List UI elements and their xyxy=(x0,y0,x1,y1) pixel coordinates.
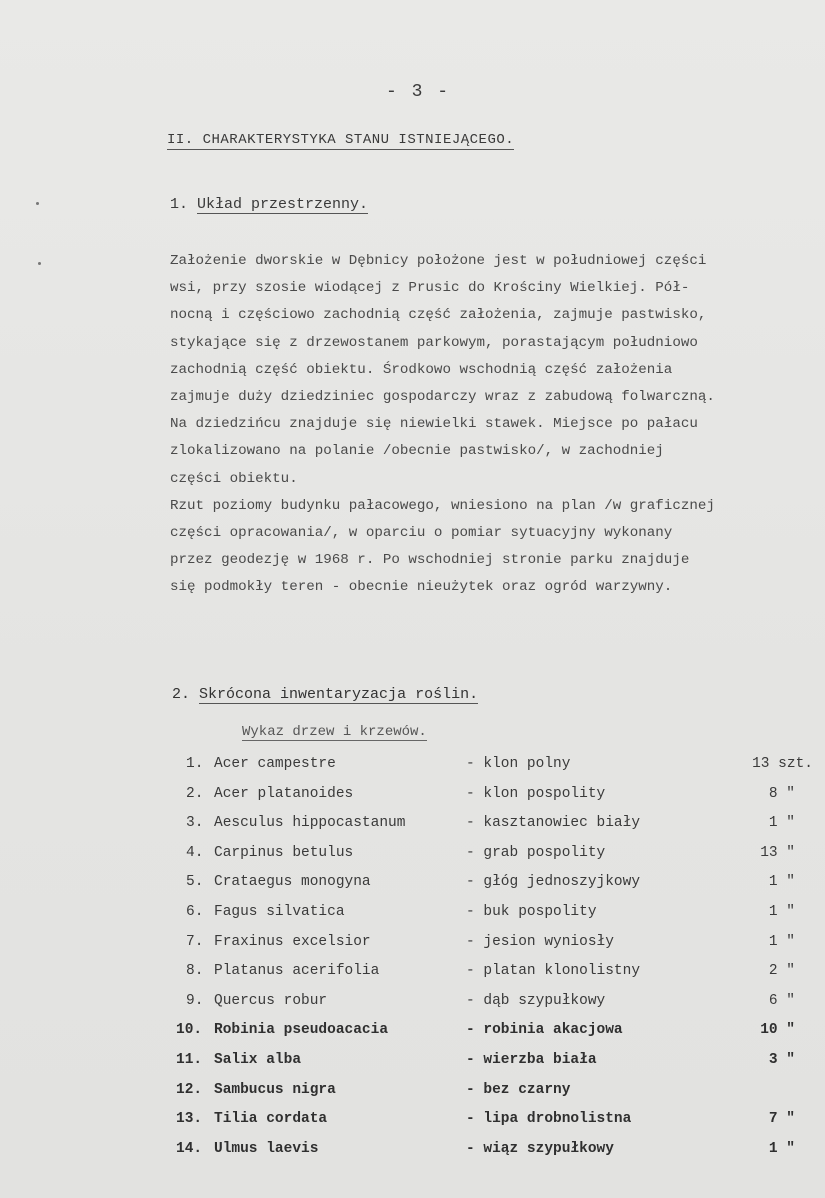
tree-count: 7 " xyxy=(768,1111,795,1128)
tree-row xyxy=(0,1022,825,1044)
tree-number: 5. xyxy=(186,874,204,891)
paragraph-line: części obiektu. xyxy=(170,470,298,487)
tree-polish-name: - grab pospolity xyxy=(466,844,606,861)
tree-number: 9. xyxy=(186,992,204,1009)
tree-number: 7. xyxy=(186,933,204,950)
tree-latin-name: Salix alba xyxy=(214,1052,302,1068)
paragraph-line: wsi, przy szosie wiodącej z Prusic do Krościny Wielkiej. Pół- xyxy=(170,280,690,297)
tree-number: 3. xyxy=(186,815,204,832)
chapter-heading: II. CHARAKTERYSTYKA STANU ISTNIEJĄCEGO. xyxy=(167,132,515,148)
tree-row xyxy=(0,874,825,896)
tree-polish-name: - kasztanowiec biały xyxy=(466,815,641,832)
tree-latin-name: Carpinus betulus xyxy=(214,844,354,861)
tree-polish-name: - platan klonolistny xyxy=(466,963,641,980)
tree-latin-name: Crataegus monogyna xyxy=(214,874,371,891)
tree-polish-name: - wierzba biała xyxy=(466,1052,597,1068)
tree-number: 13. xyxy=(176,1111,203,1128)
tree-list-heading: Wykaz drzew i krzewów. xyxy=(242,724,427,740)
tree-polish-name: - dąb szypułkowy xyxy=(466,992,606,1009)
paragraph-line: stykające się z drzewostanem parkowym, porastającym południowo xyxy=(170,334,698,351)
paragraph-line: Założenie dworskie w Dębnicy położone jest w południowej części xyxy=(170,253,707,269)
tree-polish-name: - głóg jednoszyjkowy xyxy=(466,874,641,891)
tree-latin-name: Acer platanoides xyxy=(214,785,354,802)
tree-latin-name: Sambucus nigra xyxy=(214,1081,336,1098)
tree-latin-name: Tilia cordata xyxy=(214,1111,328,1128)
tree-count: 3 " xyxy=(768,1052,795,1068)
tree-count: 13 szt. xyxy=(752,756,813,772)
scan-speck xyxy=(36,202,39,205)
tree-row xyxy=(0,904,825,926)
tree-count: 1 " xyxy=(768,815,795,832)
tree-row xyxy=(0,1082,825,1104)
tree-latin-name: Fagus silvatica xyxy=(214,904,345,920)
tree-latin-name: Quercus robur xyxy=(214,992,328,1009)
paragraph-line: Na dziedzińcu znajduje się niewielki stawek. Miejsce po pałacu xyxy=(170,416,698,433)
tree-number: 14. xyxy=(176,1140,203,1157)
tree-row xyxy=(0,934,825,956)
tree-count: 6 " xyxy=(768,992,795,1009)
tree-count: 2 " xyxy=(768,963,795,980)
tree-count: 1 " xyxy=(768,904,795,920)
section-2-heading xyxy=(172,686,478,703)
tree-row xyxy=(0,815,825,837)
tree-count: 1 " xyxy=(768,933,795,950)
paragraph-line: części opracowania/, w oparciu o pomiar sytuacyjny wykonany xyxy=(170,524,673,541)
tree-row xyxy=(0,1052,825,1074)
tree-number: 11. xyxy=(176,1052,203,1068)
tree-number: 6. xyxy=(186,904,204,920)
section-1-heading xyxy=(170,196,368,213)
tree-number: 10. xyxy=(176,1022,203,1039)
section-2-title: Skrócona inwentaryzacja roślin. xyxy=(199,686,479,703)
tree-latin-name: Acer campestre xyxy=(214,756,336,772)
tree-number: 8. xyxy=(186,963,204,980)
tree-polish-name: - wiąz szypułkowy xyxy=(466,1140,614,1157)
tree-number: 2. xyxy=(186,785,204,802)
tree-polish-name: - buk pospolity xyxy=(466,904,597,920)
section-2-number: 2. xyxy=(172,686,191,703)
tree-polish-name: - lipa drobnolistna xyxy=(466,1111,632,1128)
paragraph-line: nocną i częściowo zachodnią część założenia, zajmuje pastwisko, xyxy=(170,307,707,324)
tree-row xyxy=(0,756,825,778)
paragraph-line: zachodnią część obiektu. Środkowo wschodnią część założenia xyxy=(170,361,673,378)
tree-latin-name: Fraxinus excelsior xyxy=(214,933,371,950)
tree-row xyxy=(0,845,825,867)
tree-row xyxy=(0,1111,825,1133)
paragraph-line: zlokalizowano na polanie /obecnie pastwisko/, w zachodniej xyxy=(170,443,664,460)
tree-count: 13 " xyxy=(760,844,795,861)
description-paragraph xyxy=(170,248,715,601)
tree-latin-name: Ulmus laevis xyxy=(214,1140,319,1157)
section-1-number: 1. xyxy=(170,196,189,213)
tree-polish-name: - jesion wyniosły xyxy=(466,933,614,950)
tree-polish-name: - robinia akacjowa xyxy=(466,1022,623,1039)
tree-polish-name: - klon pospolity xyxy=(466,785,606,802)
tree-polish-name: - klon polny xyxy=(466,756,571,772)
paragraph-line: przez geodezję w 1968 r. Po wschodniej stronie parku znajduje xyxy=(170,552,690,569)
tree-latin-name: Platanus acerifolia xyxy=(214,963,380,980)
paragraph-line: Rzut poziomy budynku pałacowego, wniesiono na plan /w graficznej xyxy=(170,497,715,514)
tree-count: 8 " xyxy=(768,785,795,802)
tree-row xyxy=(0,963,825,985)
scan-speck xyxy=(38,262,41,265)
tree-count: 1 " xyxy=(768,1140,795,1157)
tree-count: 10 " xyxy=(760,1022,795,1039)
tree-row xyxy=(0,786,825,808)
paragraph-line: się podmokły teren - obecnie nieużytek oraz ogród warzywny. xyxy=(170,579,673,596)
page-number: - 3 - xyxy=(386,82,451,102)
tree-latin-name: Robinia pseudoacacia xyxy=(214,1022,389,1039)
tree-number: 1. xyxy=(186,756,204,772)
tree-row xyxy=(0,993,825,1015)
tree-polish-name: - bez czarny xyxy=(466,1081,571,1098)
section-1-title: Układ przestrzenny. xyxy=(197,196,369,213)
paragraph-line: zajmuje duży dziedziniec gospodarczy wraz z zabudową folwarczną. xyxy=(170,388,715,405)
tree-number: 12. xyxy=(176,1081,203,1098)
tree-count: 1 " xyxy=(768,874,795,891)
tree-number: 4. xyxy=(186,844,204,861)
tree-latin-name: Aesculus hippocastanum xyxy=(214,815,406,832)
tree-row xyxy=(0,1141,825,1163)
